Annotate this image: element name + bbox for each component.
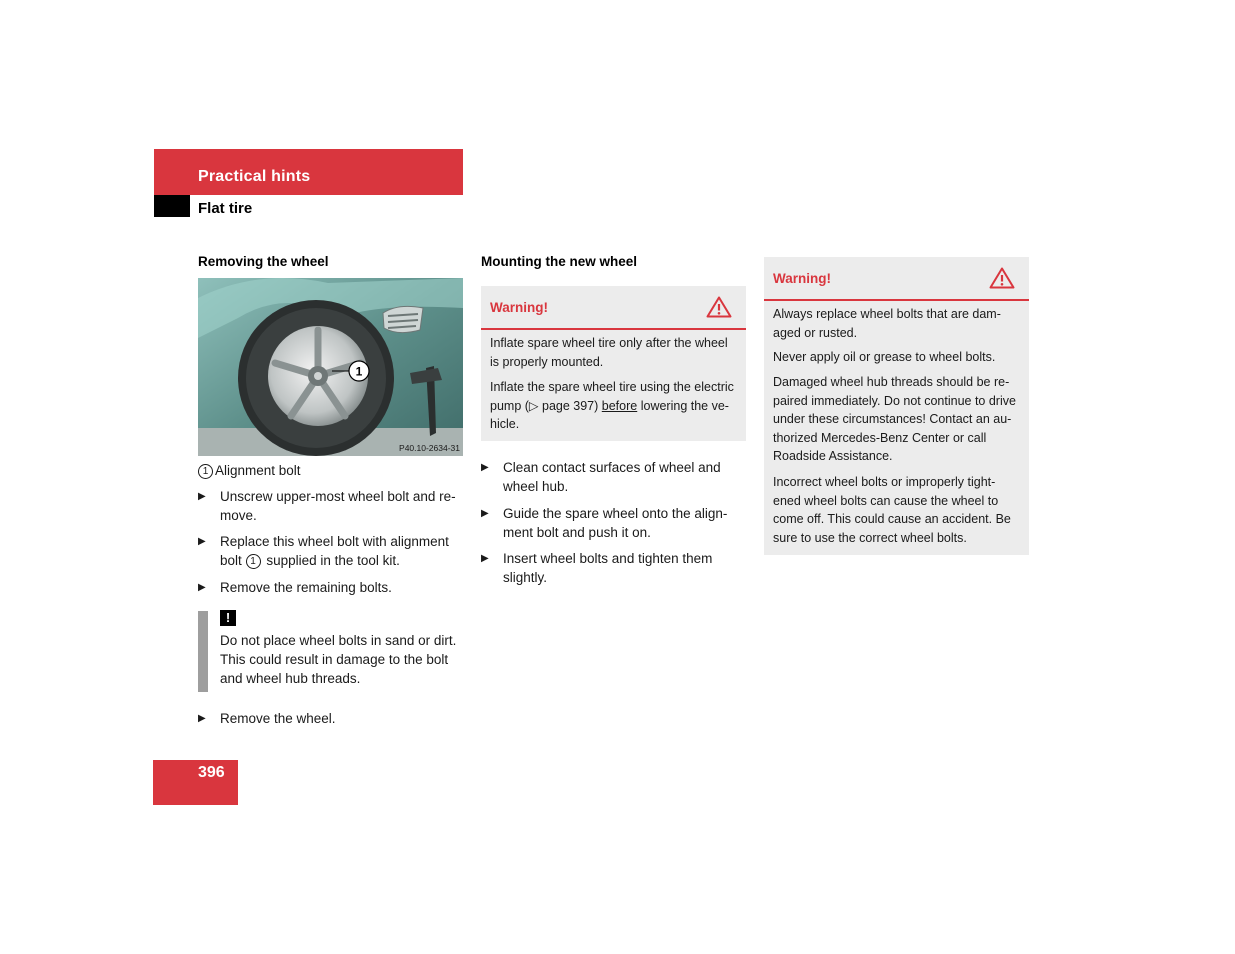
warning-line: is properly mounted. [490,354,604,369]
bullet-triangle-icon: ▶ [198,491,206,502]
warning-line: ened wheel bolts can cause the wheel to [773,493,999,508]
warning-triangle-icon [706,296,732,318]
step-remove-bolts [198,578,468,598]
warning-line: lowering the ve- [640,398,729,413]
warning-line: thorized Mercedes-Benz Center or call [773,430,987,445]
step-line: slightly. [503,570,548,585]
bullet-triangle-icon: ▶ [481,553,489,564]
step-line: Unscrew upper-most wheel bolt and re- [220,489,456,504]
warning-paragraph [773,473,1025,547]
warning-line: Damaged wheel hub threads should be re- [773,375,1010,389]
warning-paragraph [490,334,740,371]
warning-line: hicle. [490,417,520,431]
step-unscrew [198,487,468,527]
step-line: move. [220,508,257,523]
warning-paragraph [773,348,1025,367]
notice-line: Do not place wheel bolts in sand or dirt. [220,633,457,648]
step-line: Remove the remaining bolts. [220,580,392,595]
section-title: Practical hints [198,168,311,185]
car-wheel-image [198,278,463,456]
notice-line: This could result in damage to the bolt [220,652,449,667]
warning-label: Warning! [773,271,831,286]
warning-header [764,257,1029,301]
left-heading: Removing the wheel [198,254,329,269]
bullet-triangle-icon: ▶ [198,536,206,547]
notice-exclamation-icon: ! [220,610,236,626]
warning-line: pump (▷ page 397) [490,398,599,413]
step-line: wheel hub. [503,479,569,494]
notice-text [220,631,470,688]
warning-line: sure to use the correct wheel bolts. [773,530,967,545]
bullet-triangle-icon: ▶ [481,508,489,519]
middle-heading: Mounting the new wheel [481,254,637,269]
step-insert [481,549,751,589]
warning-box-spare [481,286,746,441]
warning-label: Warning! [490,300,548,315]
notice-line: and wheel hub threads. [220,671,361,686]
emphasis-before: before [601,398,638,413]
warning-line: paired immediately. Do not continue to drive [773,393,1016,408]
notice-bar [198,611,208,692]
page-number-tab [153,760,238,805]
warning-paragraph [773,305,1025,342]
warning-line: Incorrect wheel bolts or improperly tight- [773,475,996,489]
step-line: ment bolt and push it on. [503,525,651,540]
subsection-title: Flat tire [198,200,253,217]
legend-text: Alignment bolt [215,463,301,478]
bullet-triangle-icon: ▶ [198,582,206,593]
warning-line: come off. This could cause an accident. Be [773,512,1011,526]
step-guide [481,504,751,544]
warning-line: aged or rusted. [773,325,858,340]
warning-line: Roadside Assistance. [773,449,893,463]
warning-triangle-icon [989,267,1015,289]
warning-paragraph [773,373,1025,466]
step-line: Insert wheel bolts and tighten them [503,551,713,566]
figure-legend [198,461,301,480]
step-line: Replace this wheel bolt with alignment [220,534,449,549]
step-clean [481,458,751,498]
wheel-illustration [198,278,463,456]
warning-box-bolts [764,257,1029,555]
warning-paragraph [490,378,740,434]
warning-line: Inflate spare wheel tire only after the wheel [490,336,728,350]
warning-line: Inflate the spare wheel tire using the electric [490,380,734,394]
bullet-triangle-icon: ▶ [481,462,489,473]
figure-reference: P40.10-2634-31 [399,443,460,453]
step-line: bolt [220,553,242,568]
bullet-triangle-icon: ▶ [198,713,206,724]
warning-line: Always replace wheel bolts that are dam- [773,307,1001,321]
legend-number: 1 [198,464,213,479]
step-remove-wheel [198,709,468,729]
step-line: Remove the wheel. [220,711,336,726]
warning-line: under these circumstances! Contact an au- [773,412,1012,426]
callout-number: 1 [355,364,363,379]
subsection-marker [154,195,190,217]
warning-header [481,286,746,330]
step-replace [198,532,468,572]
inline-number: 1 [246,554,261,569]
step-line: Clean contact surfaces of wheel and [503,460,721,475]
step-line: Guide the spare wheel onto the align- [503,506,728,521]
page-number: 396 [198,764,225,781]
warning-line: Never apply oil or grease to wheel bolts. [773,350,996,364]
step-line: supplied in the tool kit. [266,553,400,568]
